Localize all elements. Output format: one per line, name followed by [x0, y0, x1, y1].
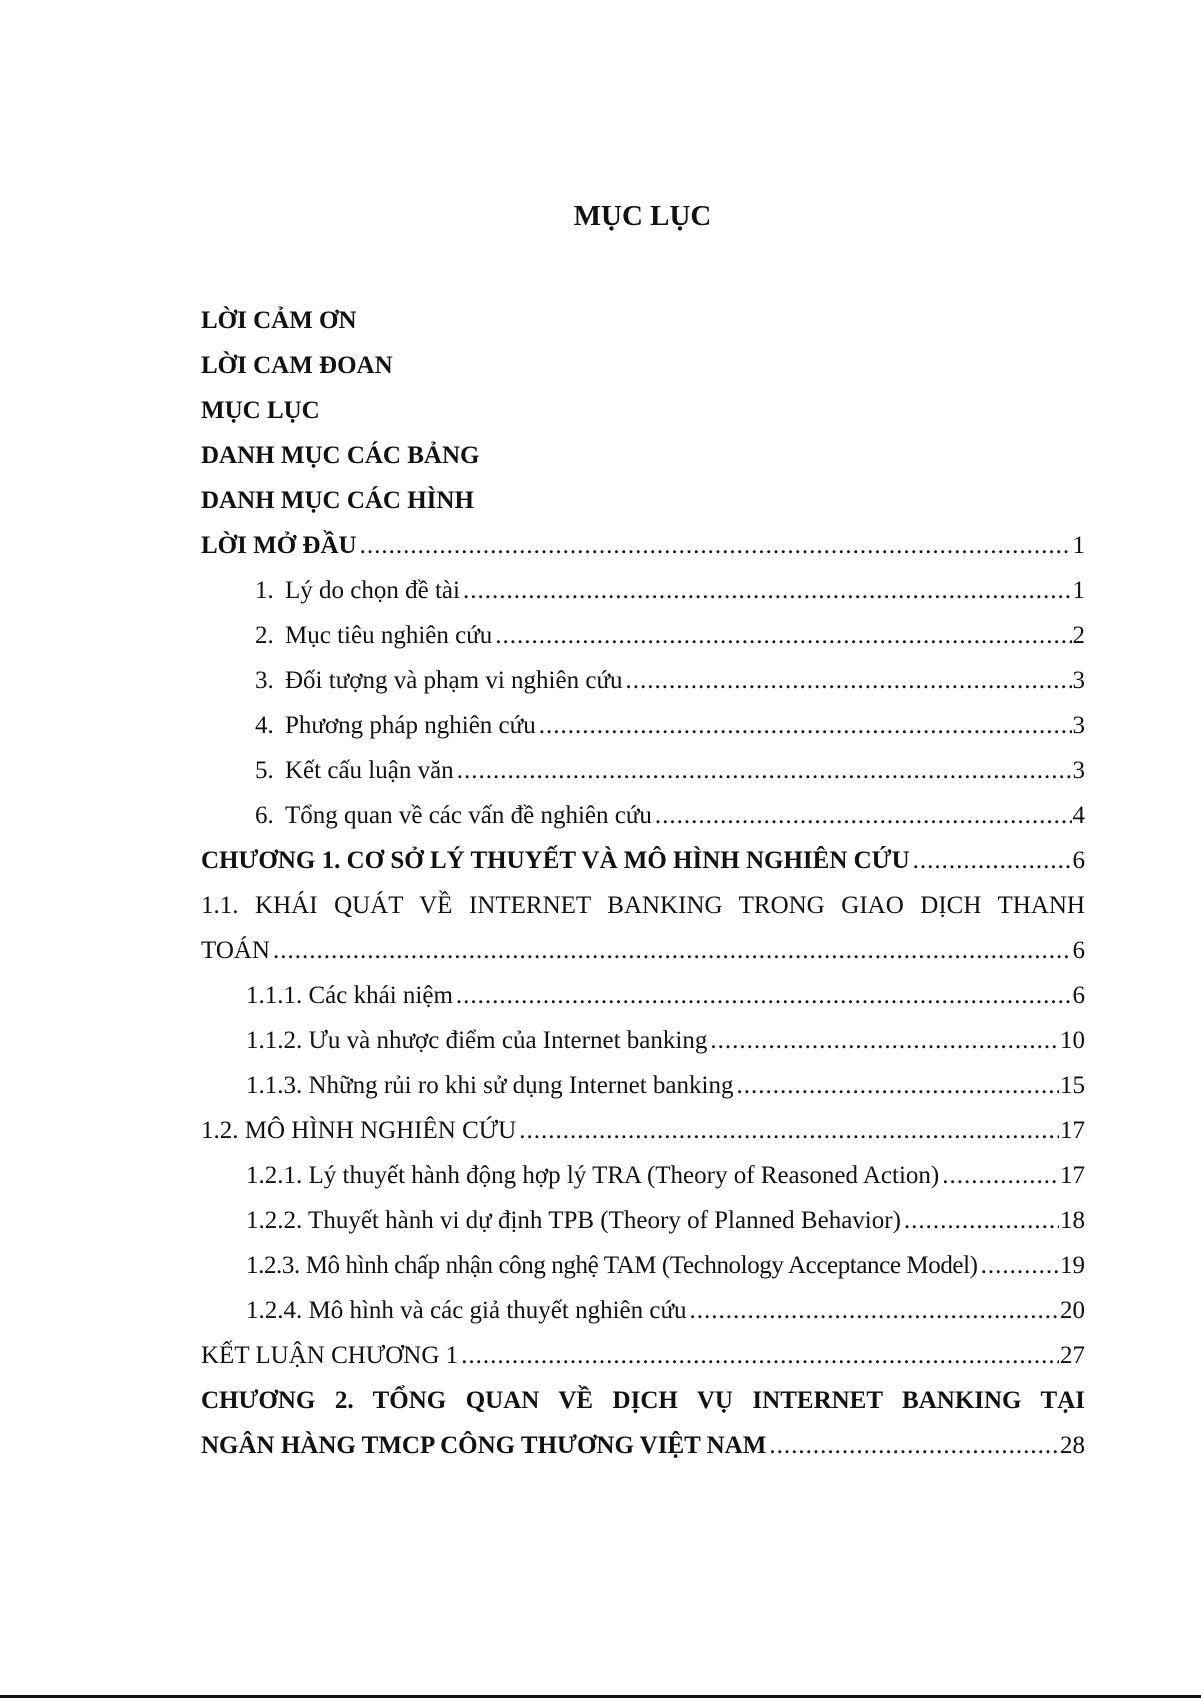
toc-page-number: 20 [1060, 1297, 1085, 1324]
toc-label: Đối tượng và phạm vi nghiên cứu [285, 667, 623, 694]
toc-dot-leader [904, 1198, 1059, 1243]
toc-entry-intro-3[interactable] [201, 658, 1085, 703]
toc-label: Kết cấu luận văn [285, 757, 454, 784]
toc-page-number: 2 [1072, 622, 1085, 649]
toc-label: 1.2. MÔ HÌNH NGHIÊN CỨU [201, 1117, 517, 1144]
toc-page-number: 1 [1072, 577, 1085, 604]
toc-entry-intro[interactable] [201, 523, 1085, 568]
toc-label: CHƯƠNG 2. TỔNG QUAN VỀ DỊCH VỤ INTERNET BANKING TẠI [201, 1387, 1085, 1414]
toc-dot-leader [736, 1063, 1059, 1108]
toc-entry-1-1-2[interactable] [201, 1018, 1085, 1063]
toc-page-number: 28 [1060, 1432, 1085, 1459]
toc-item-number: 6. [255, 802, 274, 829]
toc-label: LỜI MỞ ĐẦU [201, 532, 357, 559]
toc-label: LỜI CAM ĐOAN [201, 352, 393, 379]
toc-label: CHƯƠNG 1. CƠ SỞ LÝ THUYẾT VÀ MÔ HÌNH NGHIÊN CỨU [201, 847, 910, 874]
toc-front-list-of-tables[interactable] [201, 433, 1085, 478]
toc-page-number: 3 [1072, 712, 1085, 739]
toc-page-number: 19 [1060, 1252, 1085, 1279]
toc-label: Phương pháp nghiên cứu [285, 712, 536, 739]
toc-label: Lý do chọn đề tài [285, 577, 460, 604]
toc-page-number: 6 [1072, 937, 1085, 964]
toc-dot-leader [981, 1243, 1059, 1288]
toc-item-number: 3. [255, 667, 274, 694]
toc-label: 1.2.2. Thuyết hành vi dự định TPB (Theory of Planned Behavior) [246, 1207, 901, 1234]
toc-entry-intro-4[interactable] [201, 703, 1085, 748]
toc-list [201, 298, 1085, 1468]
toc-dot-leader [360, 523, 1072, 568]
toc-entry-1-1-3[interactable] [201, 1063, 1085, 1108]
toc-dot-leader [456, 973, 1072, 1018]
toc-item-number: 4. [255, 712, 274, 739]
toc-dot-leader [769, 1423, 1059, 1468]
toc-entry-chapter-2-line1[interactable] [201, 1378, 1085, 1423]
toc-entry-section-1-2[interactable] [201, 1108, 1085, 1153]
toc-entry-section-1-1-line2[interactable] [201, 928, 1085, 973]
toc-label: KẾT LUẬN CHƯƠNG 1 [201, 1342, 459, 1369]
toc-entry-1-2-4[interactable] [201, 1288, 1085, 1333]
toc-title: MỤC LỤC [573, 200, 712, 232]
toc-dot-leader [461, 1333, 1059, 1378]
toc-dot-leader [942, 1153, 1059, 1198]
toc-entry-intro-2[interactable] [201, 613, 1085, 658]
toc-page-number: 15 [1060, 1072, 1085, 1099]
toc-page-number: 18 [1060, 1207, 1085, 1234]
toc-page-number: 3 [1072, 757, 1085, 784]
toc-page-number: 17 [1060, 1117, 1085, 1144]
toc-label: DANH MỤC CÁC HÌNH [201, 487, 474, 514]
toc-page-number: 1 [1072, 532, 1085, 559]
toc-entry-intro-6[interactable] [201, 793, 1085, 838]
toc-entry-1-2-3[interactable] [201, 1243, 1085, 1288]
toc-front-acknowledgement[interactable] [201, 298, 1085, 343]
toc-dot-leader [457, 748, 1072, 793]
toc-front-contents[interactable] [201, 388, 1085, 433]
toc-page-number: 4 [1072, 802, 1085, 829]
toc-label: DANH MỤC CÁC BẢNG [201, 442, 480, 469]
toc-entry-intro-5[interactable] [201, 748, 1085, 793]
toc-label: MỤC LỤC [201, 397, 320, 424]
toc-page-number: 17 [1060, 1162, 1085, 1189]
toc-label: 1.1.3. Những rủi ro khi sử dụng Internet banking [246, 1072, 734, 1099]
toc-dot-leader [690, 1288, 1059, 1333]
toc-entry-section-1-1-line1[interactable] [201, 883, 1085, 928]
toc-label: LỜI CẢM ƠN [201, 307, 357, 334]
toc-label: 1.1.2. Ưu và nhược điểm của Internet banking [246, 1027, 708, 1054]
toc-dot-leader [913, 838, 1072, 883]
toc-entry-chapter-2-line2[interactable] [201, 1423, 1085, 1468]
toc-label: 1.1. KHÁI QUÁT VỀ INTERNET BANKING TRONG GIAO DỊCH THANH [201, 892, 1085, 919]
toc-dot-leader [710, 1018, 1059, 1063]
toc-entry-1-2-1[interactable] [201, 1153, 1085, 1198]
toc-page-number: 27 [1060, 1342, 1085, 1369]
toc-page-number: 6 [1072, 847, 1085, 874]
toc-entry-1-1-1[interactable] [201, 973, 1085, 1018]
toc-label: 1.1.1. Các khái niệm [246, 982, 453, 1009]
toc-label: 1.2.1. Lý thuyết hành động hợp lý TRA (Theory of Reasoned Action) [246, 1162, 940, 1189]
toc-entry-conclusion-1[interactable] [201, 1333, 1085, 1378]
toc-item-number: 2. [255, 622, 274, 649]
toc-label: NGÂN HÀNG TMCP CÔNG THƯƠNG VIỆT NAM [201, 1432, 767, 1459]
toc-page-number: 3 [1072, 667, 1085, 694]
toc-label: 1.2.3. Mô hình chấp nhận công nghệ TAM (Technology Acceptance Model) [246, 1252, 978, 1279]
toc-page-number: 10 [1060, 1027, 1085, 1054]
toc-item-number: 5. [255, 757, 274, 784]
toc-entry-chapter-1[interactable] [201, 838, 1085, 883]
toc-front-list-of-figures[interactable] [201, 478, 1085, 523]
toc-entry-intro-1[interactable] [201, 568, 1085, 613]
toc-label: 1.2.4. Mô hình và các giả thuyết nghiên cứu [246, 1297, 687, 1324]
toc-dot-leader [463, 568, 1072, 613]
toc-item-number: 1. [255, 577, 274, 604]
toc-page-number: 6 [1072, 982, 1085, 1009]
toc-dot-leader [495, 613, 1071, 658]
toc-dot-leader [273, 928, 1072, 973]
toc-dot-leader [539, 703, 1072, 748]
toc-dot-leader [626, 658, 1072, 703]
toc-dot-leader [519, 1108, 1059, 1153]
toc-label: Tổng quan về các vấn đề nghiên cứu [285, 802, 652, 829]
toc-label: Mục tiêu nghiên cứu [285, 622, 493, 649]
toc-front-declaration[interactable] [201, 343, 1085, 388]
toc-entry-1-2-2[interactable] [201, 1198, 1085, 1243]
toc-label: TOÁN [201, 937, 270, 964]
toc-dot-leader [655, 793, 1072, 838]
